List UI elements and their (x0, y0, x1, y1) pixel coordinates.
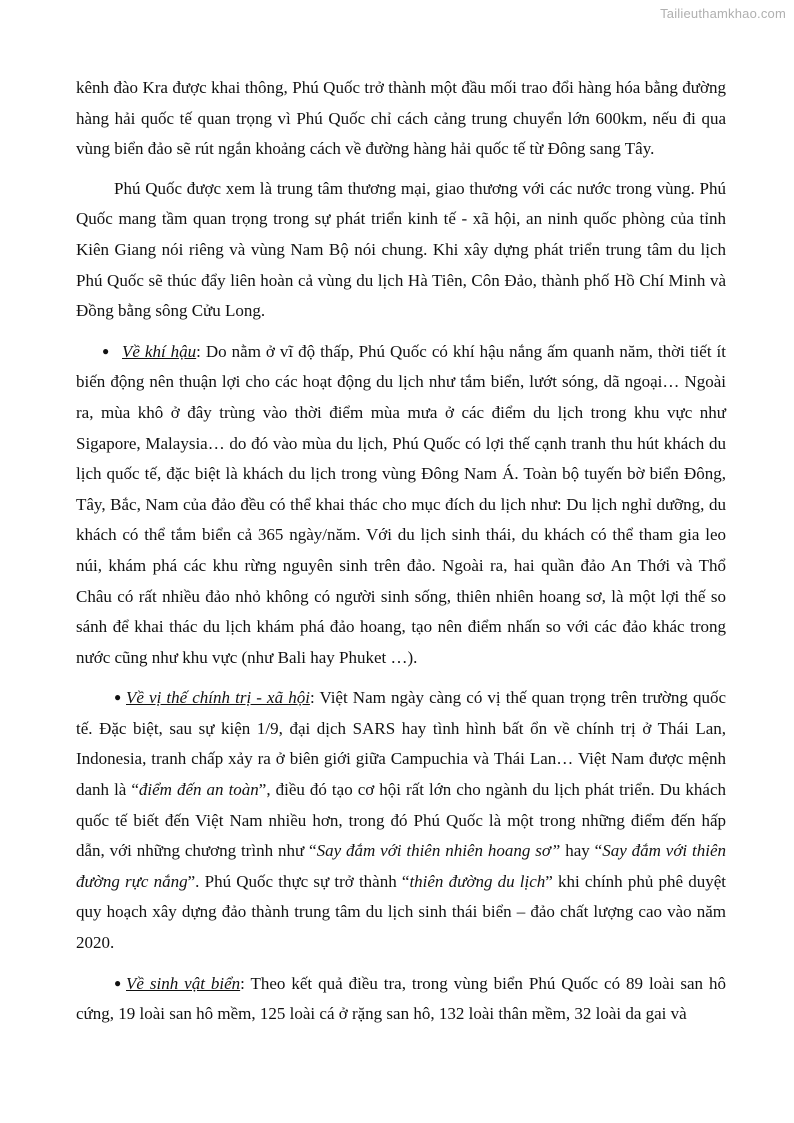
politics-text-2: ”, điều đó tạo cơ hội rất lớn cho ngành du lịch phát triển. Du khách quốc tế biết đến Việt Nam nhiều hơn, trong đó Phú Quốc là một trong những điểm đến hấp dẫn, với những chương trình như “ (76, 780, 726, 861)
paragraph-politics (76, 682, 726, 958)
marine-text: : Theo kết quả điều tra, trong vùng biển Phú Quốc có 89 loài san hô cứng, 19 loài san hô mềm, 125 loài cá ở rặng san hô, 132 loài thân mềm, 32 loài da gai và (76, 973, 726, 1024)
paragraph-trade-center: Phú Quốc được xem là trung tâm thương mại, giao thương với các nước trong vùng. Phú Quốc mang tầm quan trọng trong sự phát triển kinh tế - xã hội, an ninh quốc phòng của tỉnh Kiên Giang nói riêng và vùng Nam Bộ nói chung. Khi xây dựng phát triển trung tâm du lịch Phú Quốc sẽ thúc đẩy liên hoàn cả vùng du lịch Hà Tiên, Côn Đảo, thành phố Hồ Chí Minh và Đồng bằng sông Cửu Long. (76, 178, 726, 321)
climate-text: : Do nằm ở vĩ độ thấp, Phú Quốc có khí hậu nắng ấm quanh năm, thời tiết ít biến động nên thuận lợi cho các hoạt động du lịch như tắm biển, lướt sóng, dã ngoại… Ngoài ra, mùa khô ở đây trùng vào thời điểm mùa mưa ở các điểm du lịch trong khu vực như Sigapore, Malaysia… do đó vào mùa du lịch, Phú Quốc có lợi thế cạnh tranh thu hút khách du lịch quốc tế, đặc biệt là khách du lịch trong vùng Đông Nam Á. Toàn bộ tuyến bờ biển Đông, Tây, Bắc, Nam của đảo đều có thể khai thác cho mục đích du lịch như: Du lịch nghỉ dưỡng, du khách có thể tắm biển cả 365 ngày/năm. Với du lịch sinh thái, du khách có thể tham gia leo núi, khám phá các khu rừng nguyên sinh trên đảo. Ngoài ra, hai quần đảo An Thới và Thổ Châu có rất nhiều đảo nhỏ không có người sinh sống, thiên nhiên hoang sơ, là một lợi thế so sánh để khai thác du lịch khám phá đảo hoang, tạo nên điểm nhấn so với các đảo khác trong nước cũng như khu vực (như Bali hay Phuket …). (76, 341, 726, 667)
politics-quote-sunny-paradise: Say đắm với thiên đường rực nắng (76, 841, 727, 891)
marine-heading: Về sinh vật biển (126, 973, 241, 993)
bullet-icon: ● (114, 690, 122, 705)
politics-text-1: : Việt Nam ngày càng có vị thế quan trọng trên trường quốc tế. Đặc biệt, sau sự kiện 1/9, đại dịch SARS hay tình hình bất ổn về chính trị ở Thái Lan, Indonesia, tranh chấp xảy ra ở biên giới giữa Campuchia và Thái Lan… Việt Nam được mệnh danh là “ (76, 688, 727, 800)
paragraph-kra-canal: kênh đào Kra được khai thông, Phú Quốc trở thành một đầu mối trao đổi hàng hóa bằng đường hàng hải quốc tế quan trọng vì Phú Quốc chỉ cách cảng trung chuyển lớn 600km, nếu đi qua vùng biển đảo sẽ rút ngắn khoảng cách về đường hàng hải quốc tế từ Đông sang Tây. (76, 78, 726, 159)
politics-text-5: ” khi chính phủ phê duyệt quy hoạch xây dựng đảo thành trung tâm du lịch sinh thái biển – đảo chất lượng cao vào năm 2020. (76, 871, 727, 953)
politics-text-3: hay “ (560, 841, 603, 861)
politics-text-4: ”. Phú Quốc thực sự trở thành “ (187, 871, 410, 891)
bullet-icon: ● (102, 343, 110, 358)
politics-heading: Về vị thế chính trị - xã hội (126, 688, 310, 708)
document-page (76, 73, 726, 1039)
politics-quote-tourism-paradise: thiên đường du lịch (409, 871, 546, 891)
politics-quote-wild-nature: Say đắm với thiên nhiên hoang sơ” (316, 841, 561, 861)
watermark: Tailieuthamkhao.com (660, 6, 786, 21)
paragraph-climate (76, 336, 726, 674)
bullet-icon: ● (114, 975, 122, 990)
paragraph-marine-life (76, 968, 726, 1030)
climate-heading: Về khí hậu (122, 341, 197, 361)
politics-quote-safe-destination: điểm đến an toàn (138, 780, 259, 800)
